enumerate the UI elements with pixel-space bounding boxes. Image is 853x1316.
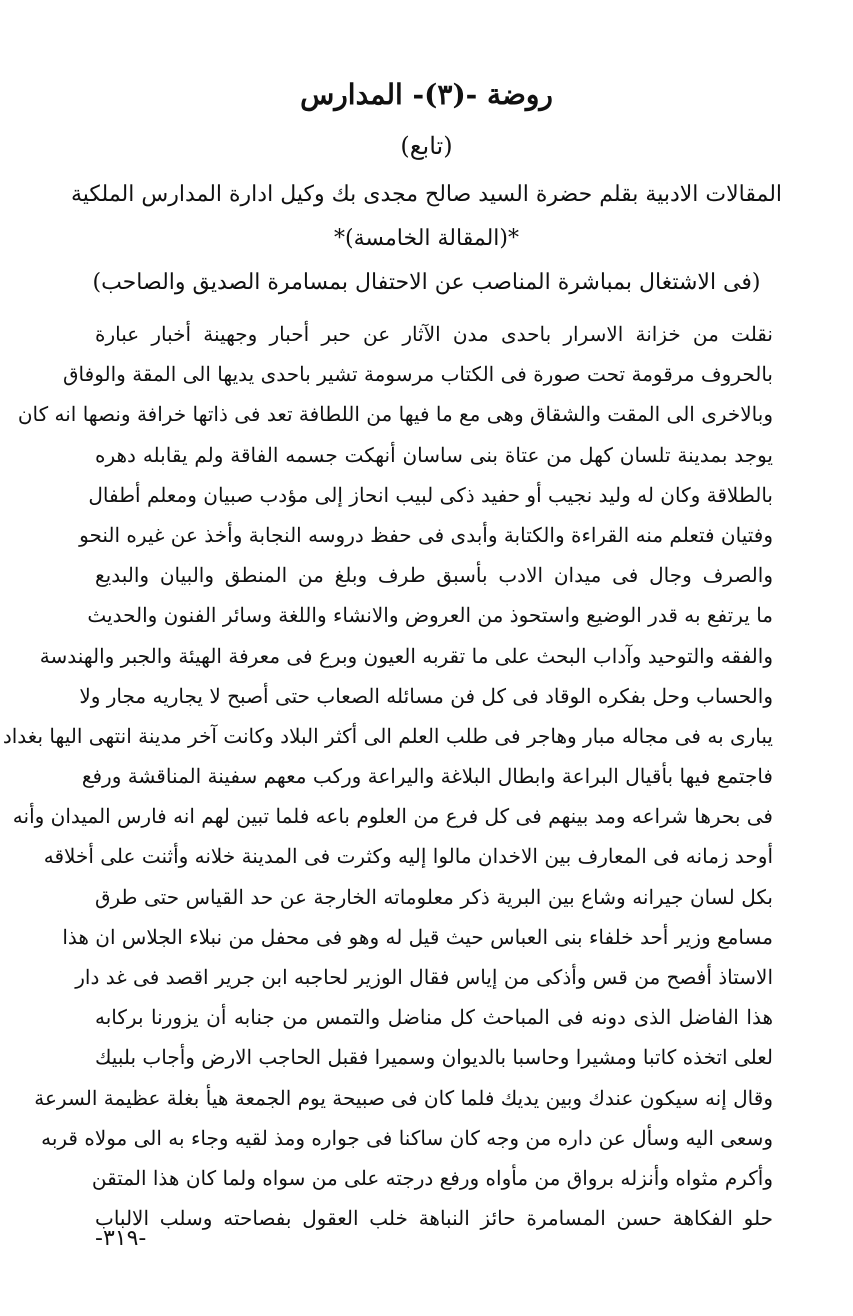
text-line: أوحد زمانه فى المعارف بين الاخدان مالوا إليه وكثرت فى المدينة خلانه وأثنت على أخلاقه xyxy=(43,844,773,869)
text-line: والحساب وحل بفكره الوقاد فى كل فن مسائله الصعاب حتى أصبح لا يجاريه مجار ولا xyxy=(79,683,773,708)
text-line: وفتيان فتعلم منه القراءة والكتابة وأبدى فى حفظ دروسه النجابة وأخذ عن غيره النحو xyxy=(79,522,773,547)
continued-label: (تابع) xyxy=(400,132,453,160)
text-line: بكل لسان جيرانه وشاع بين البرية ذكر معلوماته الخارجة عن حد القياس حتى طرق xyxy=(95,884,773,909)
text-line: ما يرتفع به قدر الوضيع واستحوذ من العروض والانشاء واللغة وسائر الفنون والحديث xyxy=(87,603,773,628)
text-line: والصرف وجال فى ميدان الادب بأسبق طرف وبلغ من المنطق والبيان والبديع xyxy=(95,563,773,588)
text-line: بالطلاقة وكان له وليد نجيب أو حفيد ذكى لبيب انحاز إلى مؤدب صبيان ومعلم أطفال xyxy=(88,482,773,507)
text-line: نقلت من خزانة الاسرار باحدى مدن الآثار عن حبر أحبار وجهينة أخبار عبارة xyxy=(95,322,773,346)
text-line: هذا الفاضل الذى دونه فى المباحث كل مناضل والتمس من جنابه أن يزورنا بركابه xyxy=(95,1005,773,1030)
text-line: وقال إنه سيكون عندك وبين يديك فلما كان فى صبيحة يوم الجمعة هيأ بغلة عظيمة السرعة xyxy=(34,1085,773,1110)
text-line: يبارى به فى مجاله مبار وهاجر فى طلب العلم الى أكثر البلاد وكانت آخر مدينة انتهى اليها بغداد xyxy=(2,723,773,748)
text-line: فى بحرها شراعه ومد بينهم فى كل فرع من العلوم باعه فلما تبين لهم انه فارس الميدان وأنه xyxy=(12,804,773,829)
text-line: وبالاخرى الى المقت والشقاق وهى مع ما فيها من اللطافة تعد فى ذاتها خرافة ونصها انه كان xyxy=(17,402,773,427)
text-line: حلو الفكاهة حسن المسامرة حائز النباهة خلب العقول بفصاحته وسلب الالباب xyxy=(95,1206,773,1231)
text-line: فاجتمع فيها بأقيال البراعة وابطال البلاغة واليراعة وركب معهم سفينة المناقشة ورفع xyxy=(81,764,773,789)
section-heading: *(المقالة الخامسة)* xyxy=(334,226,519,251)
topic-heading: (فى الاشتغال بمباشرة المناصب عن الاحتفال بمسامرة الصديق والصاحب) xyxy=(92,270,761,295)
page-number: -٣١٩- xyxy=(95,1226,147,1251)
text-line: مسامع وزير أحد خلفاء بنى العباس حيث قيل له وهو فى محفل من نبلاء الجلاس ان هذا xyxy=(62,924,773,949)
text-line: بالحروف مرقومة تحت صورة فى الكتاب مرسومة تشير باحدى يديها الى المقة والوفاق xyxy=(63,362,773,387)
text-line: والفقه والتوحيد وآداب البحث على ما تقربه العيون وبرع فى معرفة الهيئة والجبر والهندسة xyxy=(39,643,773,668)
text-line: وسعى اليه وسأل عن داره من وجه كان ساكنا فى جواره ومذ لقيه وجاء به الى مولاه قربه xyxy=(41,1125,773,1150)
byline: المقالات الادبية بقلم حضرة السيد صالح مجدى بك وكيل ادارة المدارس الملكية xyxy=(70,182,783,207)
text-line: الاستاذ أفصح من قس وأذكى من إياس فقال الوزير لحاجبه ابن جرير اقصد فى غد دار xyxy=(75,965,773,989)
text-line: يوجد بمدينة تلسان كهل من عتاة بنى ساسان أنهكت جسمه الفاقة ولم يقابله دهره xyxy=(95,442,773,467)
page-title: روضة -(٣)- المدارس xyxy=(300,78,553,111)
body-text xyxy=(2,314,773,1238)
text-line: لعلى اتخذه كاتبا ومشيرا وحاسبا بالديوان وسميرا فقبل الحاجب الارض وأجاب بلبيك xyxy=(94,1045,773,1070)
text-line: وأكرم مثواه وأنزله برواق من مأواه ورفع درجته على من سواه ولما كان هذا المتقن xyxy=(91,1165,773,1190)
